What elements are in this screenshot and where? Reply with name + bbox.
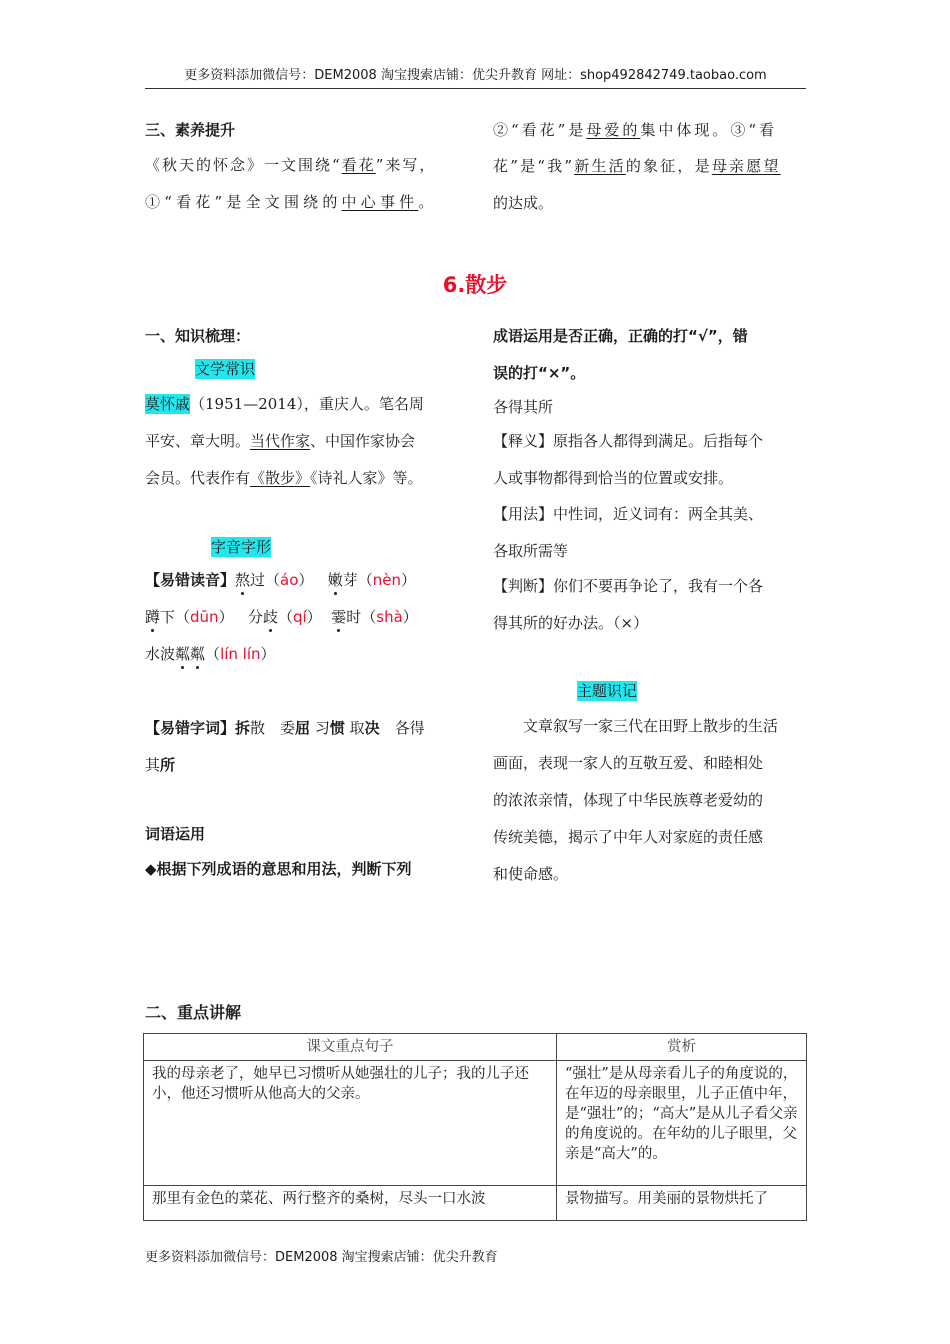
prev-text-line-5: 的达成。: [493, 194, 554, 212]
table-header-row: [144, 1034, 807, 1061]
error-words-line-2: 其所: [145, 756, 176, 774]
page-header: 更多资料添加微信号：DEM2008 淘宝搜索店铺：优尖升教育 网址：shop492842749.taobao.com: [145, 66, 806, 89]
question-line-2: 成语运用是否正确，正确的打“√”，错: [493, 327, 748, 345]
table-header-analysis: 赏析: [557, 1034, 807, 1061]
question-line-1: ◆根据下列成语的意思和用法，判断下列: [145, 860, 412, 878]
section-heading-key-points: 二、重点讲解: [145, 1003, 242, 1022]
theme-line-4: 传统美德，揭示了中年人对家庭的责任感: [493, 828, 764, 846]
pronunciation-line-2: 蹲下（dūn） 分歧（qí） 霎时（shà）: [145, 608, 418, 626]
idiom-usage-2: 各取所需等: [493, 542, 569, 560]
idiom-judgement-1: 【判断】你们不要再争论了，我有一个各: [493, 577, 764, 595]
section-heading-literacy: 三、素养提升: [145, 121, 236, 139]
table-cell-sentence: 那里有金色的菜花、两行整齐的桑树，尽头一口水波: [144, 1186, 557, 1221]
literature-line-3: 会员。代表作有《散步》《诗礼人家》等。: [145, 469, 423, 487]
pronunciation-line-1: 【易错读音】熬过（áo） 嫩芽（nèn）: [145, 571, 417, 589]
question-line-3: 误的打“×”。: [493, 364, 586, 382]
table-cell-analysis: “强壮”是从母亲看儿子的角度说的，在年迈的母亲眼里，儿子正值中年，是“强壮”的；“高大”是从儿子看父亲的角度说的。在年幼的儿子眼里，父亲是“高大”的。: [557, 1061, 807, 1186]
table-cell-analysis: 景物描写。用美丽的景物烘托了: [557, 1186, 807, 1221]
label-pronunciation: 字音字形: [211, 538, 272, 556]
prev-text-line-2: ①“看花”是全文围绕的中心事件。: [145, 193, 438, 211]
theme-line-3: 的浓浓亲情，体现了中华民族尊老爱幼的: [493, 791, 764, 809]
table-row: [144, 1186, 807, 1221]
theme-line-5: 和使命感。: [493, 865, 569, 883]
label-literature: 文学常识: [195, 360, 256, 378]
theme-line-2: 画面，表现一家人的互敬互爱、和睦相处: [493, 754, 764, 772]
idiom-meaning-2: 人或事物都得到恰当的位置或安排。: [493, 469, 734, 487]
literature-line-2: 平安、章大明。当代作家、中国作家协会: [145, 432, 416, 450]
prev-text-line-4: 花”是“我”新生活的象征，是母亲愿望: [493, 157, 781, 175]
error-words-line-1: 【易错字词】拆散 委屈 习惯 取决 各得: [145, 719, 425, 737]
table-cell-sentence: 我的母亲老了，她早已习惯听从她强壮的儿子；我的儿子还小，他还习惯听从他高大的父亲。: [144, 1061, 557, 1186]
label-theme: 主题识记: [577, 682, 638, 700]
idiom-usage-1: 【用法】中性词，近义词有：两全其美、: [493, 505, 764, 523]
pronunciation-line-3: 水波粼粼（lín lín）: [145, 645, 276, 663]
table-header-sentence: 课文重点句子: [144, 1034, 557, 1061]
key-sentences-table: [143, 1033, 807, 1221]
idiom-judgement-2: 得其所的好办法。（×）: [493, 614, 649, 632]
theme-line-1: 文章叙写一家三代在田野上散步的生活: [523, 717, 779, 735]
lesson-title: 6.散步: [442, 273, 508, 297]
prev-text-line-3: ②“看花”是母爱的集中体现。③“看: [493, 121, 778, 139]
page-footer: 更多资料添加微信号：DEM2008 淘宝搜索店铺：优尖升教育: [145, 1250, 498, 1265]
section-heading-word-usage: 词语运用: [145, 825, 206, 843]
table-row: [144, 1061, 807, 1186]
prev-text-line-1: 《秋天的怀念》一文围绕“看花”来写，: [145, 156, 437, 174]
idiom-meaning-1: 【释义】原指各人都得到满足。后指每个: [493, 432, 764, 450]
section-heading-knowledge: 一、知识梳理：: [145, 327, 251, 345]
idiom-term: 各得其所: [493, 398, 554, 416]
literature-line-1: 莫怀戚（1951—2014），重庆人。笔名周: [145, 395, 424, 413]
